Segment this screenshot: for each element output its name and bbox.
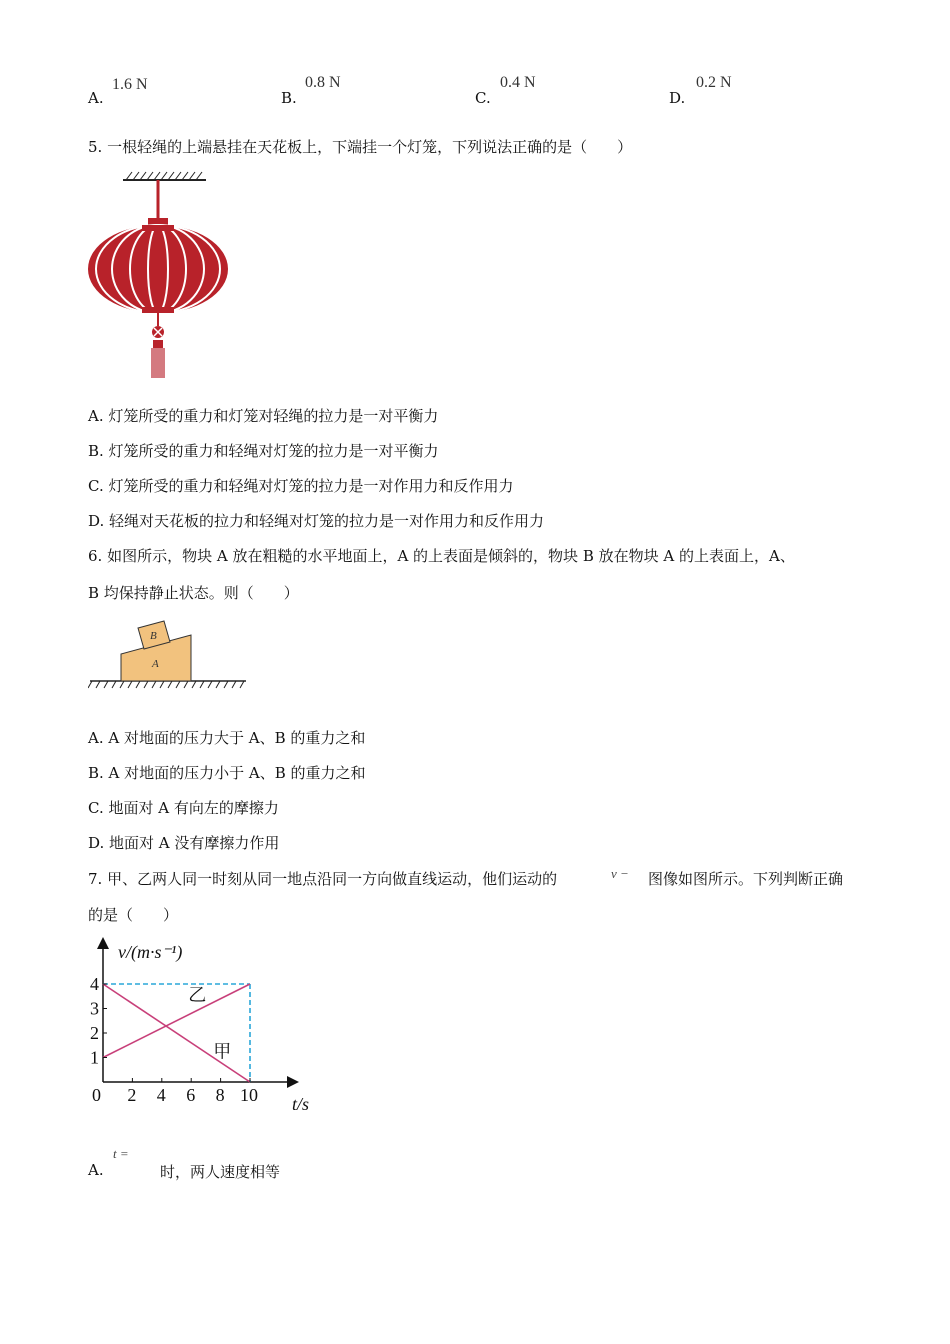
q4-option-d-letter: D. <box>669 89 686 107</box>
x-tick-label: 2 <box>127 1085 137 1105</box>
origin-label: 0 <box>92 1085 101 1105</box>
q7-option-a-formula: t = <box>113 1146 129 1161</box>
x-tick-label: 10 <box>240 1085 258 1105</box>
q5-option-b: B. 灯笼所受的重力和轻绳对灯笼的拉力是一对平衡力 <box>88 442 439 460</box>
q4-option-b-letter: B. <box>281 89 297 107</box>
q7-stem-formula: v − <box>611 866 629 881</box>
q5-option-d: D. 轻绳对天花板的拉力和轻绳对灯笼的拉力是一对作用力和反作用力 <box>88 512 545 530</box>
q4-option-a-letter: A. <box>88 89 104 107</box>
q7-option-a-text: 时，两人速度相等 <box>160 1163 281 1181</box>
q6-option-d: D. 地面对 A 没有摩擦力作用 <box>88 834 280 852</box>
q6-option-a: A. A 对地面的压力大于 A、B 的重力之和 <box>88 729 366 747</box>
q4-option-d-value: 0.2 N <box>696 74 732 91</box>
y-tick-label: 1 <box>90 1047 99 1068</box>
series-label-jia: 甲 <box>213 1041 232 1063</box>
blocks-figure <box>88 614 248 694</box>
q4-option-c-value: 0.4 N <box>500 74 536 91</box>
q6-option-c: C. 地面对 A 有向左的摩擦力 <box>88 799 279 817</box>
q7-option-a-letter: A. <box>88 1161 104 1179</box>
q6-stem-line2: B 均保持静止状态。则（ ） <box>88 584 299 602</box>
vt-graph <box>86 936 326 1116</box>
y-tick-label: 4 <box>90 974 99 994</box>
q4-option-b-value: 0.8 N <box>305 74 341 91</box>
y-tick-label: 2 <box>90 1023 99 1043</box>
q7-stem-line1-b: 图像如图所示。下列判断正确 <box>648 870 844 888</box>
x-tick-label: 6 <box>186 1085 196 1105</box>
lantern-figure <box>86 168 236 383</box>
block-a-label: A <box>152 658 159 670</box>
x-axis-label: t/s <box>292 1094 310 1114</box>
q5-option-a: A. 灯笼所受的重力和灯笼对轻绳的拉力是一对平衡力 <box>88 407 439 425</box>
q5-option-c: C. 灯笼所受的重力和轻绳对灯笼的拉力是一对作用力和反作用力 <box>88 477 514 495</box>
q7-stem-line2: 的是（ ） <box>88 906 179 924</box>
q4-option-c-letter: C. <box>475 89 491 107</box>
q5-stem: 5. 一根轻绳的上端悬挂在天花板上，下端挂一个灯笼，下列说法正确的是（ ） <box>88 138 633 156</box>
x-tick-label: 4 <box>156 1085 166 1105</box>
q6-stem-line1: 6. 如图所示，物块 A 放在粗糙的水平地面上，A 的上表面是倾斜的，物块 B 放在物块 A 的上表面上，A、 <box>88 547 795 565</box>
y-axis-label: v/(m·s⁻¹) <box>118 942 183 962</box>
x-tick-label: 8 <box>215 1085 225 1105</box>
y-tick-label: 3 <box>90 998 99 1019</box>
series-label-yi: 乙 <box>188 985 207 1007</box>
block-b-label: B <box>150 630 157 642</box>
q4-option-a-value: 1.6 N <box>112 76 148 93</box>
series-line-1 <box>103 984 250 1082</box>
q7-stem-line1-a: 7. 甲、乙两人同一时刻从同一地点沿同一方向做直线运动，他们运动的 <box>88 870 558 888</box>
q6-option-b: B. A 对地面的压力小于 A、B 的重力之和 <box>88 764 366 782</box>
